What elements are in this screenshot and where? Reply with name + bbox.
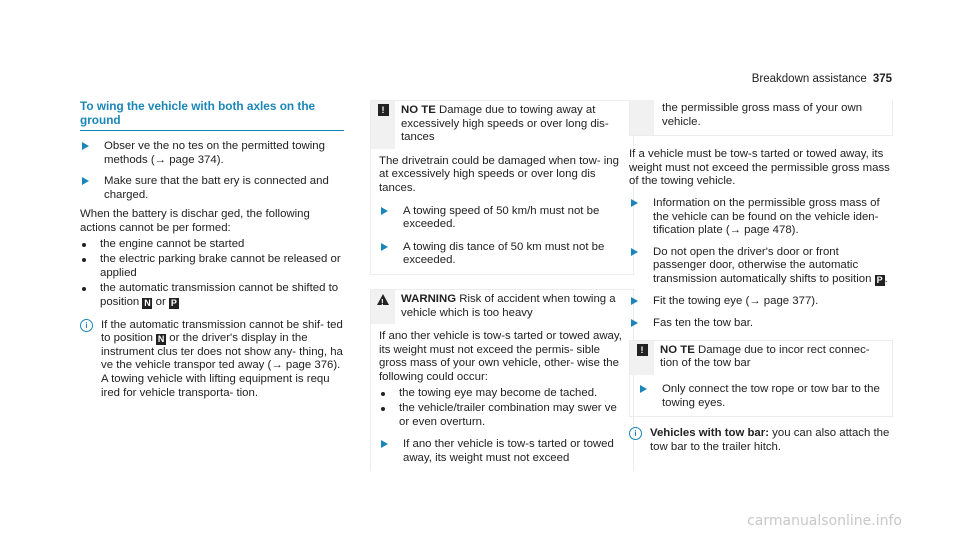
info-note [629,427,893,454]
notice-box [629,340,893,417]
step-item [629,317,893,332]
arrow-icon [381,243,388,251]
step-text: Information on the permissible gross mass of the vehicle can be found on the vehicle iden‐ tification plate (→ page 478). [653,196,880,237]
gear-n-icon: N [144,297,151,308]
bullet-item [80,282,344,309]
step-text: Only connect the tow rope or tow bar to the towing eyes. [662,382,880,409]
step-item [379,205,625,232]
bullet-icon [381,392,385,396]
warning-label: WARNING [401,292,457,305]
step-text: Make sure that the batt ery is connected and charged. [104,175,329,201]
info-icon: i [80,319,93,332]
page-header [752,73,892,87]
step-text: Do not open the driver's door or front passenger door, otherwise the automatic transmission automatically shifts to position P . [653,245,888,285]
notice-label: NO TE [660,343,695,356]
step-item [80,175,344,202]
page-number: 375 [872,73,892,85]
notice-text: The drivetrain could be damaged when tow‐ ing at excessively high speeds or over long dis tances. [379,154,619,194]
arrow-icon [631,248,638,256]
arrow-icon [631,297,638,305]
exclamation-icon: ! [378,104,389,116]
column-2 [370,100,634,471]
notice-header [371,101,633,149]
section-title: Breakdown assistance [751,73,867,85]
bullet-icon [82,287,86,291]
step-item [80,140,344,167]
step-text: Obser ve the no tes on the permitted towing methods (→ page 374). [104,140,325,166]
bullet-text: the vehicle/trailer combination may swer ve or even overturn. [399,402,617,428]
section-heading: To wing the vehicle with both axles on the ground [80,100,344,131]
bullet-text: the electric parking brake cannot be released or applied [100,253,341,279]
bullet-text: the towing eye may become de tached. [399,386,598,399]
notice-title: Damage due to towing away at excessively high speeds or over long dis‐ tances [401,104,609,144]
bullet-icon [381,407,385,411]
step-text: A towing dis tance of 50 km must not be exceeded. [403,240,605,267]
step-item [379,241,625,268]
step-item [629,197,893,238]
step-text: Fas ten the tow bar. [653,317,754,330]
warning-header [371,290,633,324]
notice-body [630,375,892,416]
step-item [629,295,893,310]
bullet-item [80,253,344,280]
arrow-icon [381,440,388,448]
arrow-icon [640,385,647,393]
arrow-icon [631,199,638,207]
arrow-icon [82,142,89,150]
bullet-icon [82,258,86,262]
info-text: If the automatic transmission cannot be shif- ted to position N or the driver's display in the instrument clus ter does not show any‐ thing, ha ve the vehicle transpor ted away (→ page 376). A towing vehicle with lifting equipment is requ ired for vehicle transporta‐ tion. [101,318,343,399]
column-3 [629,100,893,454]
arrow-icon [82,177,89,185]
bullet-item [379,402,625,429]
notice-title: Damage due to incor rect connec‐ tion of the tow bar [660,343,870,370]
bullet-item [379,387,625,401]
warning-continued [629,100,893,136]
warning-box [370,289,634,472]
warning-text: If ano ther vehicle is tow-s tarted or towed away, its weight must not exceed the permis‐ sible gross mass of your own vehicle, other‐ wise the following could occur: [379,330,622,383]
paragraph: When the battery is dischar ged, the following actions cannot be per formed: [80,208,310,234]
bullet-item [80,238,344,252]
bullet-text: the automatic transmission cannot be shifted to position N or P [100,282,339,308]
gear-p-icon: P [170,297,177,308]
warning-body [371,324,633,471]
info-icon: i [629,427,642,440]
bullet-icon [82,243,86,247]
step-text: Fit the towing eye (→ page 377). [653,294,819,307]
gear-p-icon: P [876,274,883,285]
warning-icon: ! [377,294,389,305]
info-text: Vehicles with tow bar: you can also attach the tow bar to the trailer hitch. [650,427,890,453]
notice-body [371,149,633,274]
warning-continued-text: the permissible gross mass of your own vehicle. [662,102,863,128]
notice-label: NO TE [401,104,436,116]
notice-header [630,341,892,375]
notice-box [370,100,634,275]
warning-title: Risk of accident when towing a vehicle which is too heavy [401,292,616,319]
step-text: A towing speed of 50 km/h must not be exceeded. [403,204,600,231]
step-item [638,383,884,410]
step-item [629,246,893,287]
info-note [80,319,344,401]
gear-n-icon: N [157,334,165,345]
paragraph: If a vehicle must be tow-s tarted or towed away, its weight must not exceed the permissible gross mass of the towing vehicle. [629,148,890,188]
watermark: carmanualsonline.info [747,513,902,530]
step-text: If ano ther vehicle is tow-s tarted or towed away, its weight must not exceed [403,438,614,464]
arrow-icon [381,207,388,215]
bullet-text: the engine cannot be started [100,237,245,250]
column-1 [80,100,344,400]
arrow-icon [631,319,638,327]
exclamation-icon: ! [637,344,648,356]
step-item [379,438,625,465]
